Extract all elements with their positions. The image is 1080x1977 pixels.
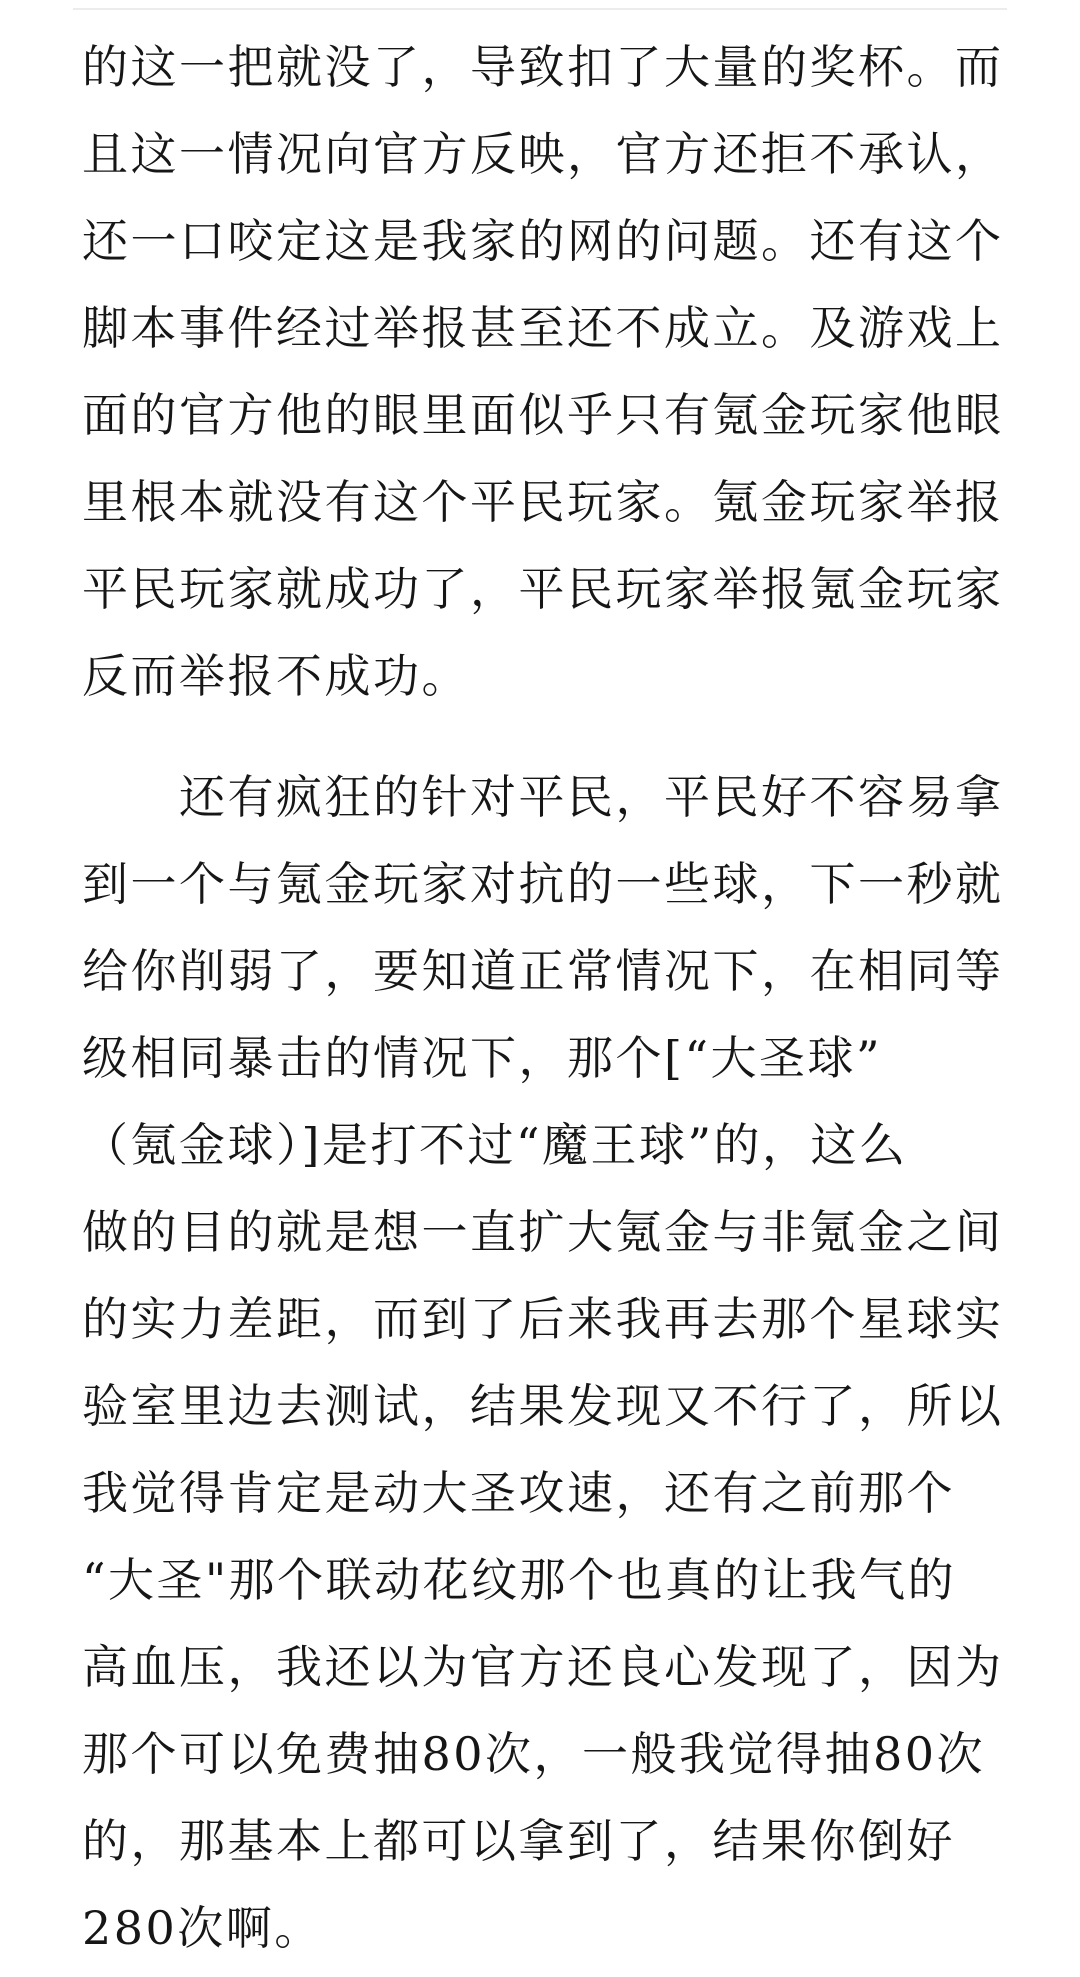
- text-line: 脚本事件经过举报甚至还不成立。及游戏上: [82, 301, 1004, 355]
- text-line: 面的官方他的眼里面似乎只有氪金玩家他眼: [82, 388, 1004, 442]
- text-line: 的，那基本上都可以拿到了，结果你倒好: [82, 1814, 955, 1868]
- text-line: 高血压，我还以为官方还良心发现了，因为: [82, 1640, 1004, 1694]
- text-line: 还有疯狂的针对平民，平民好不容易拿: [82, 770, 1004, 824]
- text-line: 的这一把就没了，导致扣了大量的奖杯。而: [82, 40, 1004, 94]
- text-line: 验室里边去测试，结果发现又不行了，所以: [82, 1379, 1004, 1433]
- text-line: 280次啊。: [82, 1901, 323, 1955]
- text-line: 级相同暴击的情况下，那个[“大圣球”: [82, 1031, 882, 1085]
- text-line: 给你削弱了，要知道正常情况下，在相同等: [82, 944, 1004, 998]
- text-line: “大圣"那个联动花纹那个也真的让我气的: [82, 1553, 957, 1607]
- text-line: 还一口咬定这是我家的网的问题。还有这个: [82, 214, 1004, 268]
- text-line: 且这一情况向官方反映，官方还拒不承认，: [82, 127, 1004, 181]
- text-line: 我觉得肯定是动大圣攻速，还有之前那个: [82, 1466, 955, 1520]
- text-line: （氪金球）]是打不过“魔王球”的，这么: [82, 1118, 908, 1172]
- article-body: [82, 0, 1002, 1972]
- paragraph-1: [82, 0, 1002, 720]
- text-line: 平民玩家就成功了，平民玩家举报氪金玩家: [82, 562, 1004, 616]
- paragraph-2: [82, 720, 1002, 1972]
- text-line: 的实力差距，而到了后来我再去那个星球实: [82, 1292, 1004, 1346]
- text-line: 反而举报不成功。: [82, 649, 470, 703]
- text-line: 做的目的就是想一直扩大氪金与非氪金之间: [82, 1205, 1004, 1259]
- text-line: 那个可以免费抽80次，一般我觉得抽80次: [82, 1727, 986, 1781]
- text-line: 到一个与氪金玩家对抗的一些球，下一秒就: [82, 857, 1004, 911]
- text-line: 里根本就没有这个平民玩家。氪金玩家举报: [82, 475, 1004, 529]
